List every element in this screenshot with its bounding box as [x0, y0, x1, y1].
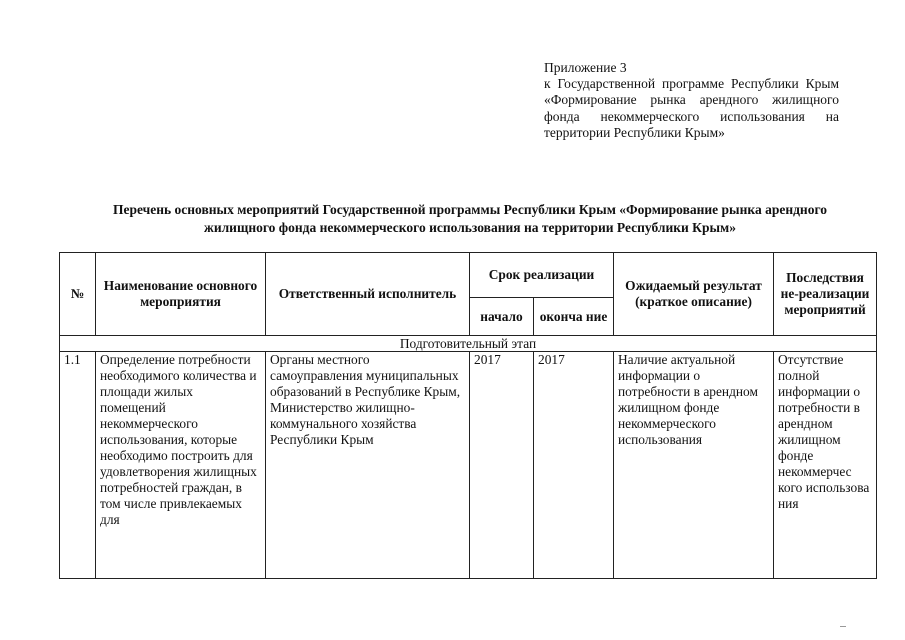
row-result: Наличие актуальной информации о потребности в арендном жилищном фонде некоммерческого использования	[614, 352, 774, 579]
header-start: начало	[470, 298, 534, 336]
stage-row	[60, 336, 877, 352]
header-consequences: Последствия не-реализации мероприятий	[774, 253, 877, 336]
appendix-note	[544, 60, 839, 141]
header-end: оконча ние	[534, 298, 614, 336]
row-start: 2017	[470, 352, 534, 579]
measures-table	[59, 252, 877, 579]
header-result: Ожидаемый результат (краткое описание)	[614, 253, 774, 336]
document-title: Перечень основных мероприятий Государственной программы Республики Крым «Формирование рынка арендного жилищного фонда некоммерческого использования на территории Республики Крым»	[112, 202, 828, 235]
header-executor: Ответственный исполнитель	[266, 253, 470, 336]
appendix-reference: к Государственной программе Республики Крым «Формирование рынка арендного жилищного фонда некоммерческого использования на территории Республики Крым»	[544, 76, 839, 140]
header-name: Наименование основного мероприятия	[96, 253, 266, 336]
header-row	[60, 253, 877, 298]
row-end: 2017	[534, 352, 614, 579]
scan-mark	[840, 626, 846, 630]
row-executor: Органы местного самоуправления муниципальных образований в Республике Крым, Министерство жилищно-коммунального хозяйства Республики Крым	[266, 352, 470, 579]
table-row	[60, 352, 877, 579]
row-consequences: Отсутствие полной информации о потребности в арендном жилищном фонде некоммерчес кого использова ния	[774, 352, 877, 579]
appendix-number: Приложение 3	[544, 60, 627, 75]
row-name: Определение потребности необходимого количества и площади жилых помещений некоммерческого использования, которые необходимо построить для удовлетворения жилищных потребностей граждан, в том числе привлекаемых для	[96, 352, 266, 579]
stage-label: Подготовительный этап	[60, 336, 877, 352]
header-no: №	[60, 253, 96, 336]
header-period: Срок реализации	[470, 253, 614, 298]
row-number: 1.1	[60, 352, 96, 579]
